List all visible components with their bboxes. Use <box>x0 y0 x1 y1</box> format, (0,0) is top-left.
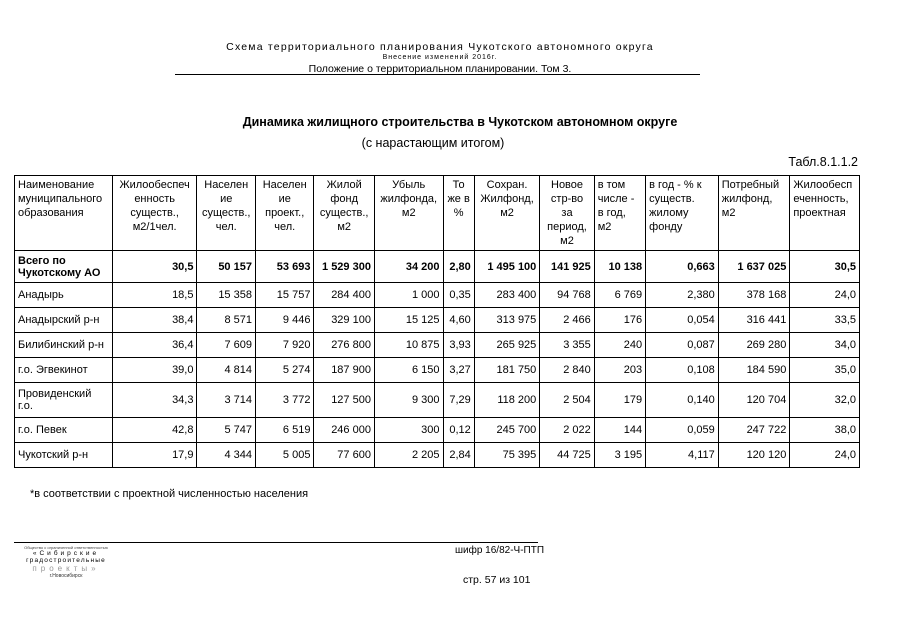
value-cell: 0,140 <box>646 383 719 418</box>
column-header: Новое стр-во за период, м2 <box>540 176 594 251</box>
value-cell: 5 747 <box>197 418 255 443</box>
value-cell: 276 800 <box>314 333 375 358</box>
value-cell: 7 609 <box>197 333 255 358</box>
logo-city: г.Новосибирск <box>49 573 83 579</box>
value-cell: 7,29 <box>443 383 474 418</box>
housing-dynamics-table <box>14 175 860 468</box>
document-cipher: шифр 16/82-Ч-ПТП <box>455 545 545 556</box>
value-cell: 10 875 <box>374 333 443 358</box>
value-cell: 0,054 <box>646 308 719 333</box>
value-cell: 269 280 <box>718 333 790 358</box>
value-cell: 53 693 <box>255 251 313 283</box>
table-row <box>15 383 860 418</box>
value-cell: 4 814 <box>197 358 255 383</box>
value-cell: 2 840 <box>540 358 594 383</box>
value-cell: 39,0 <box>112 358 197 383</box>
value-cell: 9 446 <box>255 308 313 333</box>
value-cell: 36,4 <box>112 333 197 358</box>
value-cell: 176 <box>594 308 645 333</box>
value-cell: 0,35 <box>443 283 474 308</box>
value-cell: 77 600 <box>314 443 375 468</box>
value-cell: 2 022 <box>540 418 594 443</box>
table-header-row <box>15 176 860 251</box>
column-header: Населен ие проект., чел. <box>255 176 313 251</box>
value-cell: 0,663 <box>646 251 719 283</box>
value-cell: 3 355 <box>540 333 594 358</box>
table-row <box>15 443 860 468</box>
column-header: Жилой фонд существ., м2 <box>314 176 375 251</box>
value-cell: 30,5 <box>112 251 197 283</box>
table-row <box>15 283 860 308</box>
row-name-cell: Провиденский г.о. <box>15 383 113 418</box>
value-cell: 9 300 <box>374 383 443 418</box>
value-cell: 38,0 <box>790 418 860 443</box>
column-header: Убыль жилфонда, м2 <box>374 176 443 251</box>
value-cell: 0,108 <box>646 358 719 383</box>
value-cell: 245 700 <box>474 418 540 443</box>
value-cell: 18,5 <box>112 283 197 308</box>
column-header: Жилообесп еченность, проектная <box>790 176 860 251</box>
value-cell: 187 900 <box>314 358 375 383</box>
table-row <box>15 333 860 358</box>
value-cell: 42,8 <box>112 418 197 443</box>
column-header: Населен ие существ., чел. <box>197 176 255 251</box>
value-cell: 144 <box>594 418 645 443</box>
value-cell: 75 395 <box>474 443 540 468</box>
footer-divider <box>14 542 538 543</box>
value-cell: 316 441 <box>718 308 790 333</box>
value-cell: 2 504 <box>540 383 594 418</box>
value-cell: 3 714 <box>197 383 255 418</box>
table-body <box>15 251 860 468</box>
table-row <box>15 308 860 333</box>
column-header: в том числе - в год, м2 <box>594 176 645 251</box>
value-cell: 120 120 <box>718 443 790 468</box>
value-cell: 44 725 <box>540 443 594 468</box>
value-cell: 246 000 <box>314 418 375 443</box>
value-cell: 10 138 <box>594 251 645 283</box>
footnote: *в соответствии с проектной численностью населения <box>30 488 309 500</box>
value-cell: 265 925 <box>474 333 540 358</box>
value-cell: 5 274 <box>255 358 313 383</box>
value-cell: 34,3 <box>112 383 197 418</box>
value-cell: 15 358 <box>197 283 255 308</box>
column-header: То же в % <box>443 176 474 251</box>
value-cell: 8 571 <box>197 308 255 333</box>
value-cell: 181 750 <box>474 358 540 383</box>
value-cell: 184 590 <box>718 358 790 383</box>
value-cell: 0,059 <box>646 418 719 443</box>
header-title: Схема территориального планирования Чукотского автономного округа <box>226 41 654 53</box>
value-cell: 141 925 <box>540 251 594 283</box>
column-header: Жилообеспеч енность существ., м2/1чел. <box>112 176 197 251</box>
value-cell: 6 769 <box>594 283 645 308</box>
value-cell: 0,087 <box>646 333 719 358</box>
page-number: стр. 57 из 101 <box>463 574 531 586</box>
value-cell: 94 768 <box>540 283 594 308</box>
value-cell: 4,117 <box>646 443 719 468</box>
value-cell: 35,0 <box>790 358 860 383</box>
table-number: Табл.8.1.1.2 <box>788 155 858 169</box>
value-cell: 38,4 <box>112 308 197 333</box>
value-cell: 2,84 <box>443 443 474 468</box>
table-row <box>15 418 860 443</box>
value-cell: 6 150 <box>374 358 443 383</box>
value-cell: 300 <box>374 418 443 443</box>
value-cell: 240 <box>594 333 645 358</box>
row-name-cell: Всего по Чукотскому АО <box>15 251 113 283</box>
value-cell: 3 772 <box>255 383 313 418</box>
value-cell: 1 495 100 <box>474 251 540 283</box>
column-header: Сохран. Жилфонд, м2 <box>474 176 540 251</box>
column-header: Потребный жилфонд, м2 <box>718 176 790 251</box>
value-cell: 247 722 <box>718 418 790 443</box>
row-name-cell: Анадырский р-н <box>15 308 113 333</box>
value-cell: 378 168 <box>718 283 790 308</box>
column-header: Наименование муниципального образования <box>15 176 113 251</box>
row-name-cell: г.о. Эгвекинот <box>15 358 113 383</box>
value-cell: 33,5 <box>790 308 860 333</box>
value-cell: 30,5 <box>790 251 860 283</box>
value-cell: 1 000 <box>374 283 443 308</box>
column-header: в год - % к существ. жилому фонду <box>646 176 719 251</box>
value-cell: 15 125 <box>374 308 443 333</box>
value-cell: 17,9 <box>112 443 197 468</box>
value-cell: 24,0 <box>790 283 860 308</box>
logo-text-siberian: «Сибирские <box>32 550 100 557</box>
value-cell: 50 157 <box>197 251 255 283</box>
row-name-cell: Чукотский р-н <box>15 443 113 468</box>
value-cell: 3,93 <box>443 333 474 358</box>
header-revision: Внесение изменений 2016г. <box>382 54 498 61</box>
value-cell: 34,0 <box>790 333 860 358</box>
document-subtitle: (с нарастающим итогом) <box>361 136 505 150</box>
value-cell: 3 195 <box>594 443 645 468</box>
value-cell: 120 704 <box>718 383 790 418</box>
value-cell: 1 637 025 <box>718 251 790 283</box>
value-cell: 32,0 <box>790 383 860 418</box>
value-cell: 7 920 <box>255 333 313 358</box>
value-cell: 2 466 <box>540 308 594 333</box>
value-cell: 24,0 <box>790 443 860 468</box>
document-title: Динамика жилищного строительства в Чукотском автономном округе <box>242 115 678 129</box>
logo-caption: Общество с ограниченной ответственностью <box>24 545 108 550</box>
logo-text-projects: проекты» <box>32 564 100 573</box>
row-name-cell: Анадырь <box>15 283 113 308</box>
value-cell: 313 975 <box>474 308 540 333</box>
value-cell: 2,80 <box>443 251 474 283</box>
value-cell: 0,12 <box>443 418 474 443</box>
value-cell: 179 <box>594 383 645 418</box>
value-cell: 2 205 <box>374 443 443 468</box>
value-cell: 2,380 <box>646 283 719 308</box>
value-cell: 6 519 <box>255 418 313 443</box>
company-logo <box>16 545 116 579</box>
value-cell: 118 200 <box>474 383 540 418</box>
value-cell: 284 400 <box>314 283 375 308</box>
header-divider <box>175 74 700 75</box>
value-cell: 203 <box>594 358 645 383</box>
total-row <box>15 251 860 283</box>
row-name-cell: Билибинский р-н <box>15 333 113 358</box>
value-cell: 4,60 <box>443 308 474 333</box>
row-name-cell: г.о. Певек <box>15 418 113 443</box>
value-cell: 3,27 <box>443 358 474 383</box>
value-cell: 34 200 <box>374 251 443 283</box>
value-cell: 283 400 <box>474 283 540 308</box>
value-cell: 127 500 <box>314 383 375 418</box>
logo-text-urban: градостроительные <box>26 557 106 564</box>
header-volume: Положение о территориальном планировании. Том 3. <box>308 63 572 75</box>
table-row <box>15 358 860 383</box>
value-cell: 1 529 300 <box>314 251 375 283</box>
value-cell: 15 757 <box>255 283 313 308</box>
value-cell: 5 005 <box>255 443 313 468</box>
value-cell: 329 100 <box>314 308 375 333</box>
value-cell: 4 344 <box>197 443 255 468</box>
